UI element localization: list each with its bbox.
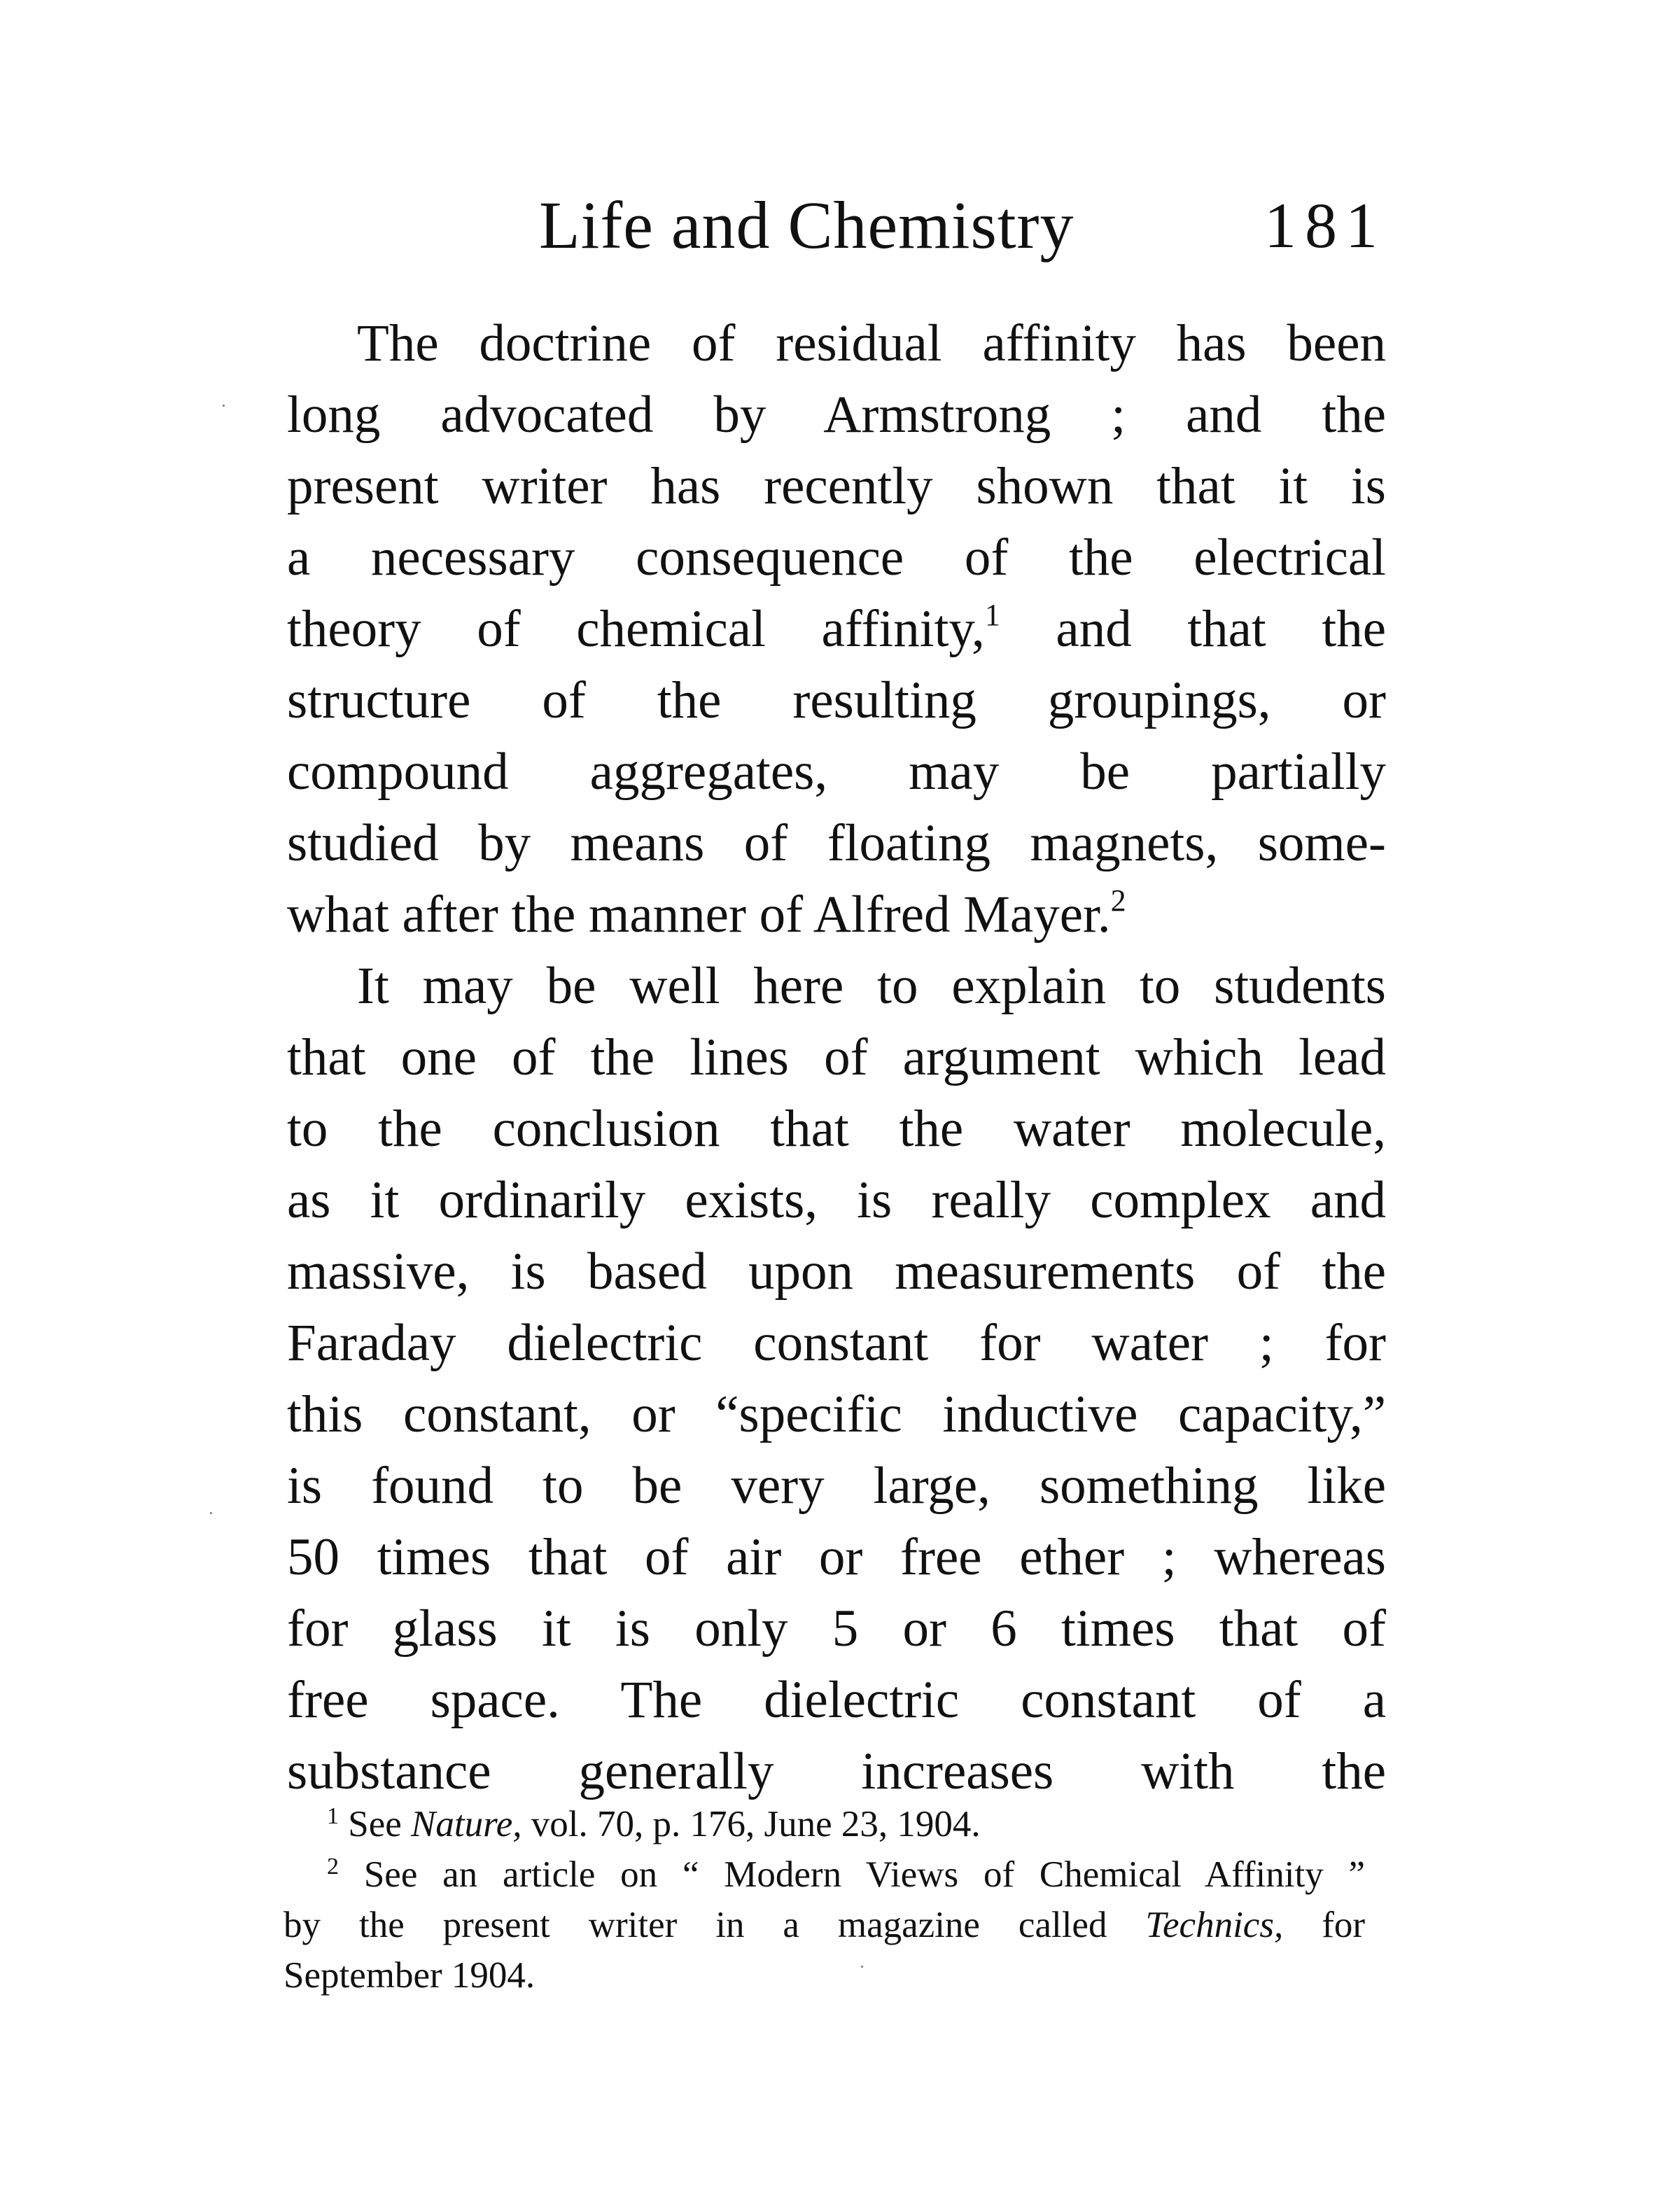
footnote-marker: 1 [327, 1803, 339, 1829]
text-line: present writer has recently shown that it is [287, 457, 1386, 515]
footnote-reference: 2 [1110, 883, 1126, 918]
text-fragment: and that the [1056, 600, 1386, 658]
footnote-text: vol. 70, p. 176, June 23, 1904. [522, 1804, 981, 1844]
running-head [539, 183, 1386, 267]
footnote-1 [284, 1799, 1365, 1849]
text-line: to the conclusion that the water molecule, [287, 1100, 1386, 1158]
text-line-with-footnote [287, 879, 1386, 951]
footnote-2-line-1 [284, 1849, 1365, 1900]
text-line: that one of the lines of argument which lead [287, 1028, 1386, 1086]
footnote-text: See [348, 1804, 412, 1844]
text-line: a necessary consequence of the electrical [287, 528, 1386, 587]
footnotes [284, 1799, 1365, 2001]
footnote-text: by the present writer in a magazine called [284, 1905, 1146, 1945]
text-line: as it ordinarily exists, is really complex and [287, 1171, 1386, 1229]
footnote-reference: 1 [984, 598, 1000, 632]
footnote-text: for [1283, 1905, 1365, 1945]
text-line: structure of the resulting groupings, or [287, 671, 1386, 729]
footnote-text: See an article on “ Modern Views of Chemical Affinity ” [363, 1854, 1365, 1895]
body-text [287, 308, 1386, 1807]
text-line: compound aggregates, may be partially [287, 743, 1386, 801]
footnote-italic-title: Technics, [1145, 1905, 1284, 1945]
text-line: substance generally increases with the [287, 1742, 1386, 1800]
text-fragment: what after the manner of Alfred Mayer. [287, 886, 1111, 944]
text-line: studied by means of floating magnets, some- [287, 814, 1386, 872]
text-line: massive, is based upon measurements of the [287, 1242, 1386, 1301]
text-line: It may be well here to explain to students [357, 957, 1386, 1015]
text-line: 50 times that of air or free ether ; whereas [287, 1528, 1386, 1586]
text-line: The doctrine of residual affinity has been [357, 314, 1386, 372]
scan-speck [861, 1966, 863, 1968]
text-line: long advocated by Armstrong ; and the [287, 386, 1386, 444]
scan-speck [223, 405, 225, 407]
page-number: 181 [1264, 190, 1386, 261]
text-line: free space. The dielectric constant of a [287, 1671, 1386, 1729]
footnote-marker: 2 [327, 1854, 339, 1879]
footnote-italic-title: Nature, [411, 1804, 522, 1844]
text-line-with-footnote [287, 594, 1386, 665]
text-line: Faraday dielectric constant for water ; for [287, 1314, 1386, 1372]
running-title: Life and Chemistry [539, 188, 1074, 262]
footnote-2-line-3: September 1904. [284, 1955, 536, 1996]
text-line: is found to be very large, something like [287, 1457, 1386, 1515]
text-fragment: theory of chemical affinity, [287, 600, 985, 658]
text-line: for glass it is only 5 or 6 times that of [287, 1600, 1386, 1658]
footnote-2-line-2 [284, 1900, 1365, 1950]
text-line: this constant, or “specific inductive capacity,” [287, 1385, 1386, 1443]
scan-speck [210, 1512, 212, 1514]
